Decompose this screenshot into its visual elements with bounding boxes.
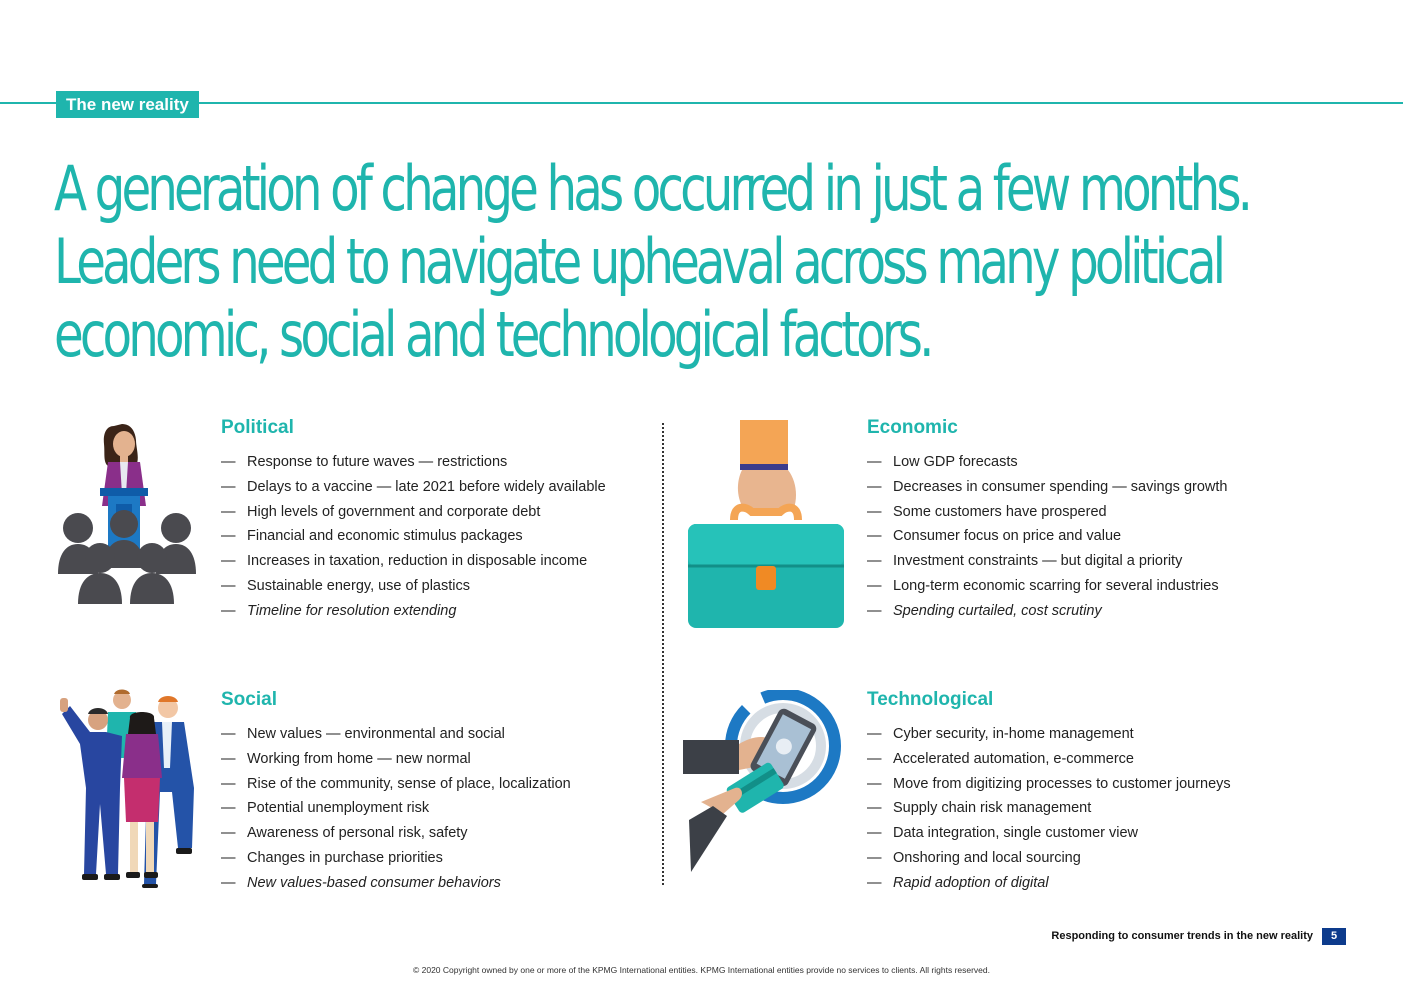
list-item: — Low GDP forecasts xyxy=(867,454,1018,470)
list-item: — Decreases in consumer spending — savings growth xyxy=(867,478,1228,495)
list-item: — Data integration, single customer view xyxy=(867,825,1139,842)
mobile-payment-icon xyxy=(683,690,849,876)
list-item: — Sustainable energy, use of plastics xyxy=(221,577,471,594)
list-item: — Awareness of personal risk, safety xyxy=(221,825,468,842)
section-rule xyxy=(0,102,1403,104)
list-item: — Move from digitizing processes to customer journeys xyxy=(867,775,1231,792)
footer-title: Responding to consumer trends in the new reality xyxy=(1051,930,1313,942)
column-divider xyxy=(662,423,664,885)
social-list xyxy=(221,722,651,896)
economic-section xyxy=(867,416,1297,624)
economic-list xyxy=(867,450,1297,624)
people-group-icon xyxy=(56,688,198,888)
section-tag: The new reality xyxy=(56,91,199,118)
social-title: Social xyxy=(221,689,277,710)
list-item: — Supply chain risk management xyxy=(867,800,1092,817)
list-item: — Accelerated automation, e-commerce xyxy=(867,750,1134,767)
technological-title: Technological xyxy=(867,689,994,710)
list-item: — Consumer focus on price and value xyxy=(867,528,1122,545)
political-list xyxy=(221,450,651,624)
speaker-audience-icon xyxy=(56,418,198,604)
list-item: — Cyber security, in-home management xyxy=(867,726,1134,742)
technological-section xyxy=(867,688,1297,896)
list-item: — Long-term economic scarring for several industries xyxy=(867,577,1219,594)
social-section xyxy=(221,688,651,896)
page-number-badge: 5 xyxy=(1322,928,1346,945)
list-item: — Potential unemployment risk xyxy=(221,800,430,817)
economic-title: Economic xyxy=(867,417,958,438)
headline-line-1: A generation of change has occurred in just a few months. xyxy=(54,152,1250,225)
political-section xyxy=(221,416,651,624)
list-item: — Changes in purchase priorities xyxy=(221,849,443,866)
list-item: — Working from home — new normal xyxy=(221,750,471,767)
headline-line-3: economic, social and technological factors. xyxy=(54,298,931,371)
list-item: — Some customers have prospered xyxy=(867,503,1107,520)
list-item: — Rapid adoption of digital xyxy=(867,874,1049,891)
technological-list xyxy=(867,722,1297,896)
list-item: — Timeline for resolution extending xyxy=(221,602,457,619)
list-item: — High levels of government and corporate debt xyxy=(221,503,541,520)
briefcase-hand-icon xyxy=(686,420,846,630)
list-item: — Increases in taxation, reduction in disposable income xyxy=(221,553,588,570)
list-item: — New values-based consumer behaviors xyxy=(221,874,501,891)
political-title: Political xyxy=(221,417,294,438)
page-headline xyxy=(54,152,1250,371)
list-item: — Financial and economic stimulus packages xyxy=(221,528,523,545)
list-item: — Onshoring and local sourcing xyxy=(867,849,1081,866)
list-item: — Response to future waves — restrictions xyxy=(221,454,508,470)
list-item: — Investment constraints — but digital a priority xyxy=(867,553,1183,570)
copyright-notice: © 2020 Copyright owned by one or more of the KPMG International entities. KPMG International entities provide no services to clients. All rights reserved. xyxy=(413,965,990,975)
list-item: — New values — environmental and social xyxy=(221,726,505,742)
headline-line-2: Leaders need to navigate upheaval across many political xyxy=(54,225,1223,298)
list-item: — Delays to a vaccine — late 2021 before widely available xyxy=(221,478,606,495)
list-item: — Rise of the community, sense of place, localization xyxy=(221,775,571,792)
list-item: — Spending curtailed, cost scrutiny xyxy=(867,602,1102,619)
